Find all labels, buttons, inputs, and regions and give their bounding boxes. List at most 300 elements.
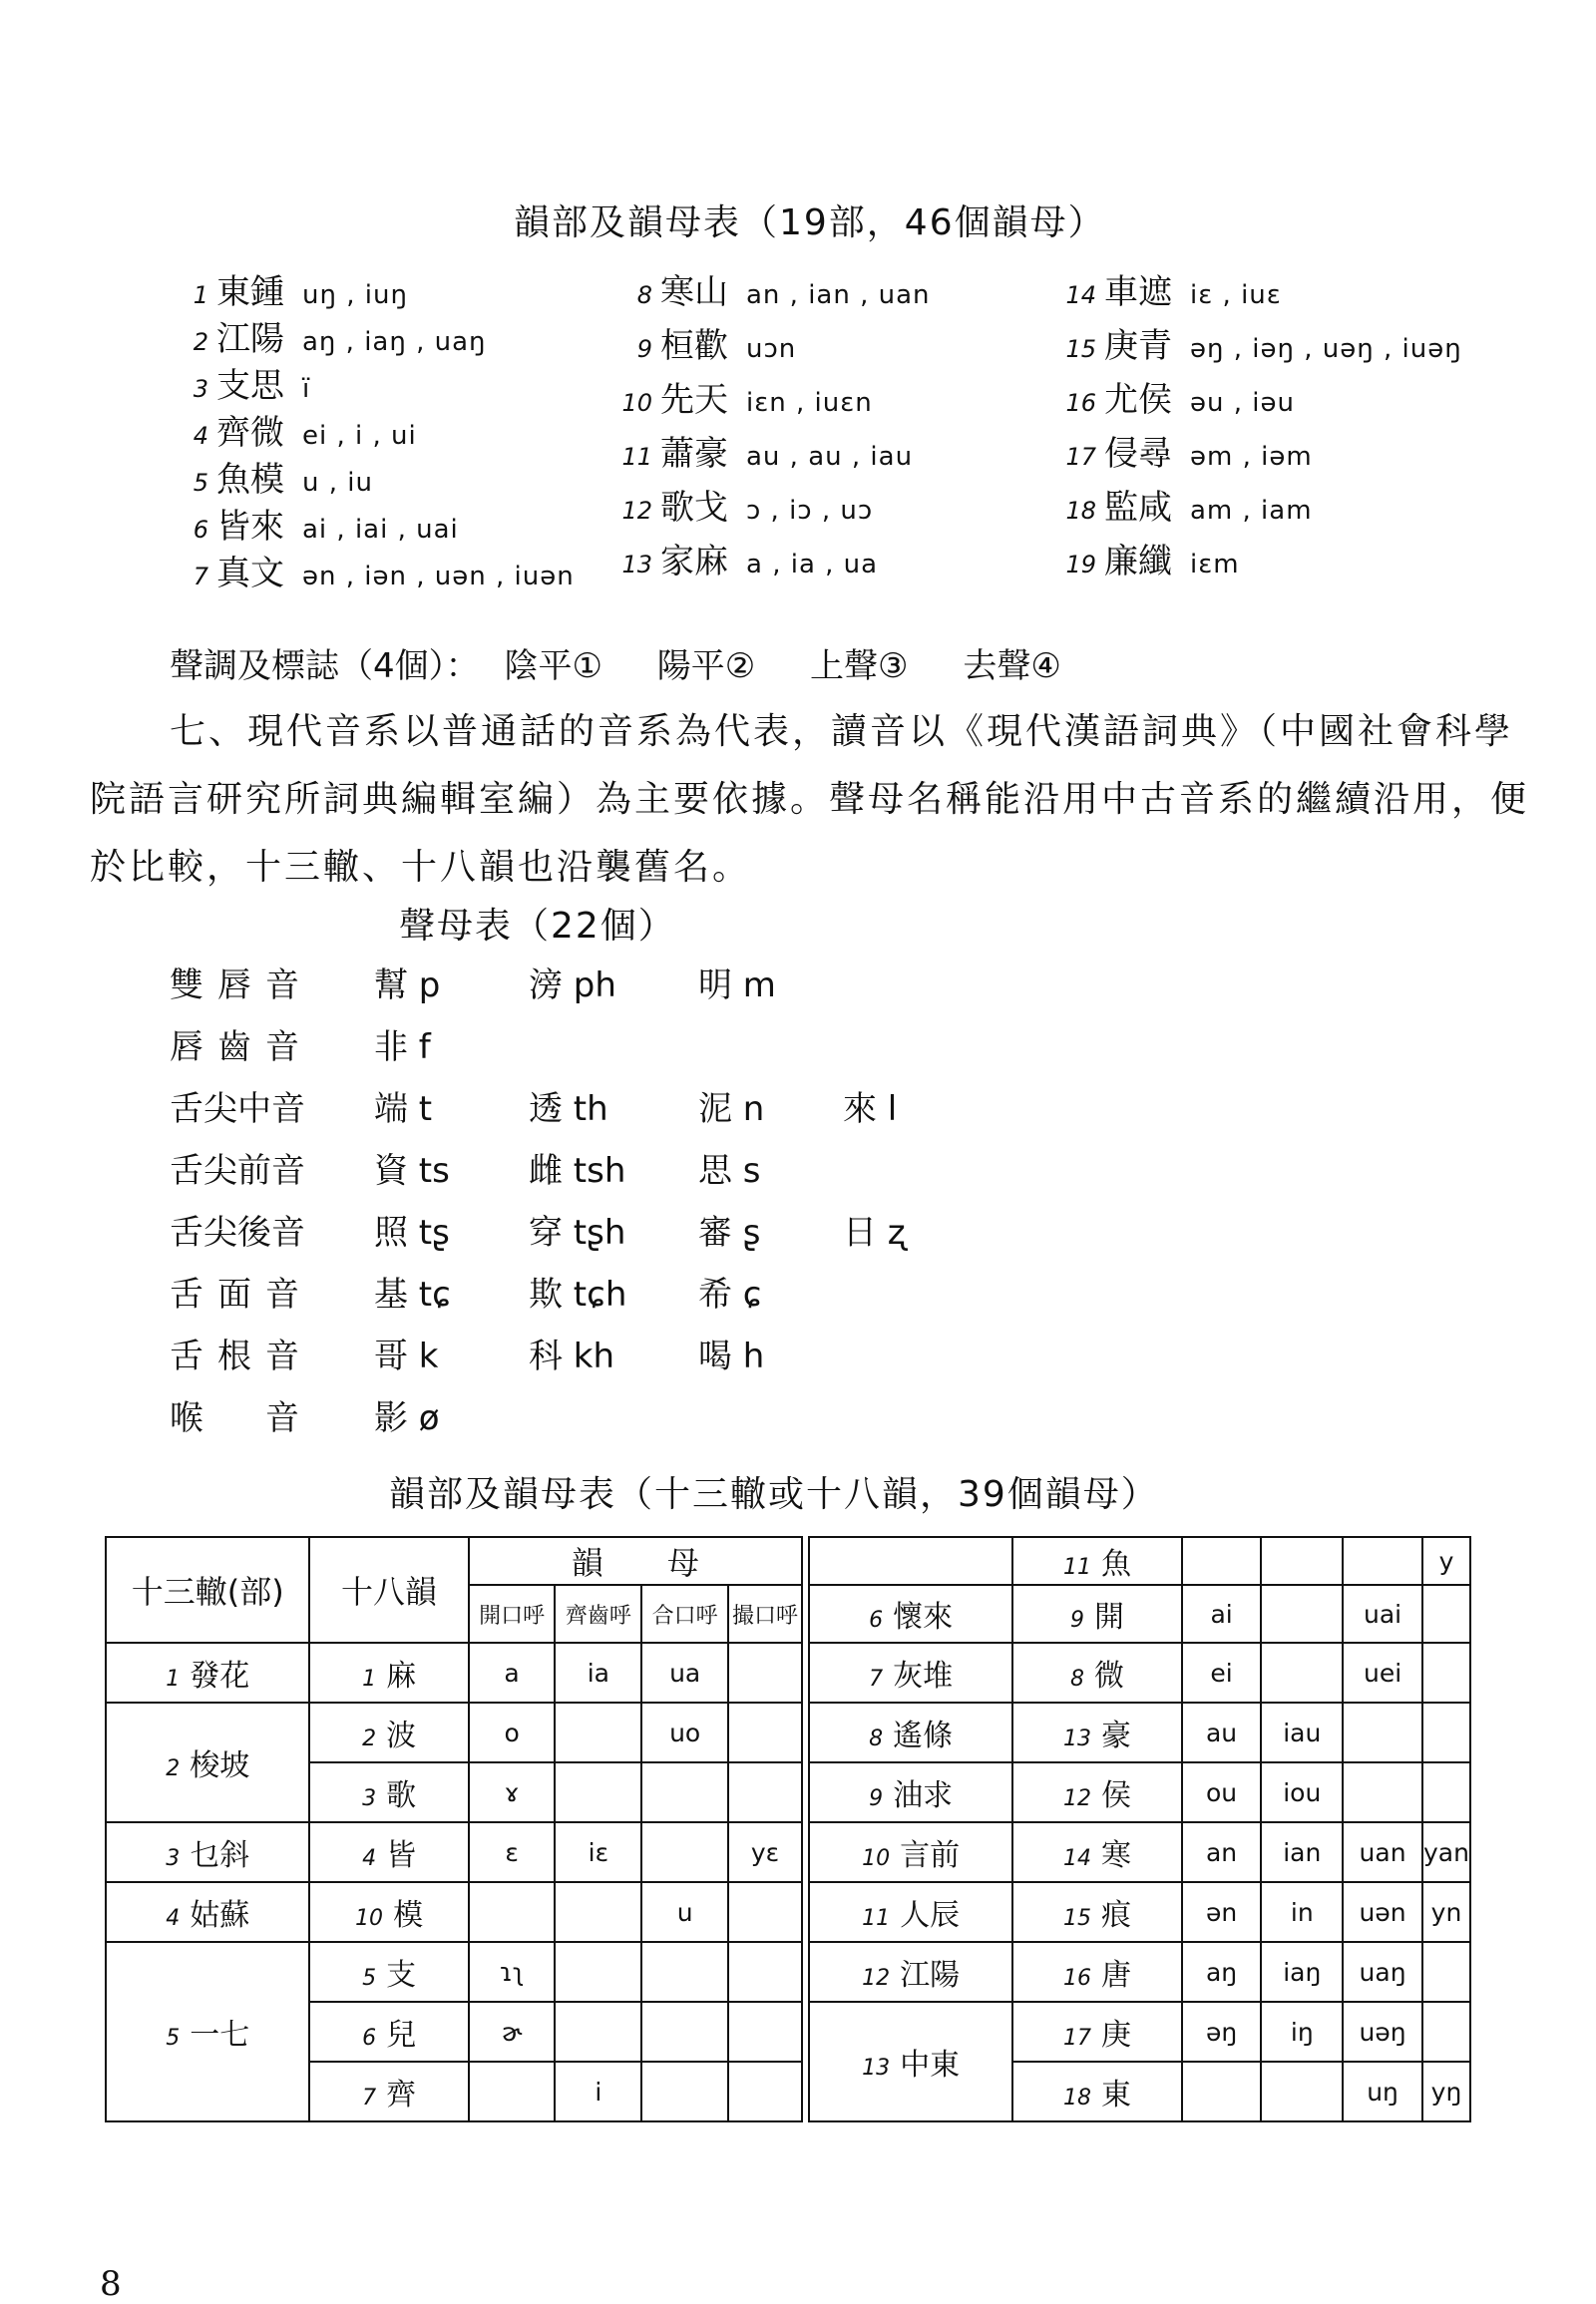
- thirteen-zhe-cell: [809, 1882, 1012, 1942]
- rime-group-number: 10: [621, 389, 652, 417]
- header-kaikou: 開口呼: [469, 1585, 556, 1643]
- rime-group-number: 6: [193, 516, 208, 544]
- rime-group: [1062, 264, 1282, 313]
- eighteen-yun-cell-label: 開: [1094, 1600, 1125, 1635]
- table-row: [809, 1822, 1470, 1882]
- initials-row: [170, 1019, 1067, 1069]
- eighteen-yun-cell-number: 7: [362, 2086, 377, 2111]
- rime-group-name: 魚模: [216, 460, 284, 500]
- final-cell: [1422, 1703, 1470, 1762]
- eighteen-yun-cell-number: 1: [362, 1667, 377, 1692]
- rime-group-values: ei , i , ui: [302, 421, 417, 451]
- thirteen-zhe-cell: [809, 1762, 1012, 1822]
- thirteen-zhe-cell-label: 言前: [900, 1838, 961, 1873]
- page-number: 8: [100, 2264, 122, 2304]
- rime-group-values: əŋ , iəŋ , uəŋ , iuəŋ: [1190, 334, 1462, 364]
- final-cell: [1422, 2002, 1470, 2062]
- rime-group: [618, 426, 913, 475]
- rime-group-values: u , iu: [302, 468, 373, 498]
- thirteen-zhe-cell-number: 1: [166, 1667, 181, 1692]
- rime-group-values: əm , iəm: [1190, 442, 1313, 472]
- final-cell: əŋ: [1182, 2002, 1262, 2062]
- final-cell: [728, 1643, 802, 1703]
- thirteen-zhe-cell-number: 3: [166, 1846, 181, 1871]
- rime-group-name: 車遮: [1104, 272, 1172, 312]
- articulation-place: 舌面音: [170, 1275, 313, 1315]
- thirteen-zhe-cell: [106, 1822, 309, 1882]
- tones-line: [170, 638, 1061, 687]
- rime-group: [618, 480, 873, 529]
- thirteen-zhe-cell-number: 8: [869, 1727, 884, 1751]
- initial-item: 希 ɕ: [698, 1275, 762, 1315]
- rime-table-2-right: [808, 1536, 1471, 2122]
- eighteen-yun-cell: [1012, 1762, 1181, 1822]
- eighteen-yun-cell: [309, 1762, 468, 1822]
- thirteen-zhe-cell-number: 10: [862, 1846, 891, 1871]
- final-cell: au: [1182, 1703, 1262, 1762]
- rime-group-number: 18: [1065, 497, 1096, 525]
- header-eighteen-yun: 十八韻: [309, 1537, 468, 1643]
- eighteen-yun-cell-number: 8: [1070, 1667, 1085, 1692]
- initials-row: [170, 1390, 1067, 1440]
- rime-table-2-left: [105, 1536, 803, 2122]
- eighteen-yun-cell-label: 歌: [386, 1778, 417, 1813]
- final-cell: [1261, 1643, 1343, 1703]
- initial-item: 幫 p: [374, 965, 441, 1005]
- tone-3: 上聲③: [810, 646, 909, 686]
- final-cell: [1261, 1537, 1343, 1585]
- final-cell: iou: [1261, 1762, 1343, 1822]
- eighteen-yun-cell-number: 12: [1063, 1786, 1092, 1811]
- rime-group-number: 14: [1065, 281, 1096, 309]
- final-cell: ɿʅ: [469, 1942, 556, 2002]
- table-row: [106, 1703, 802, 1762]
- eighteen-yun-cell-number: 9: [1070, 1608, 1085, 1633]
- thirteen-zhe-cell: [809, 2002, 1012, 2121]
- rime-group-values: au , au , iau: [746, 442, 914, 472]
- final-cell: [555, 1942, 641, 2002]
- final-cell: [1261, 2062, 1343, 2121]
- eighteen-yun-cell: [309, 1942, 468, 2002]
- thirteen-zhe-cell-number: 6: [869, 1608, 884, 1633]
- final-cell: [641, 2062, 728, 2121]
- tone-1: 陰平①: [504, 646, 602, 686]
- rime-group-values: uɔn: [746, 334, 797, 364]
- table-row: [809, 1643, 1470, 1703]
- rime-group-name: 歌戈: [660, 488, 728, 528]
- header-cuokou: 撮口呼: [728, 1585, 802, 1643]
- final-cell: [728, 2062, 802, 2121]
- initial-item: 基 tɕ: [374, 1275, 451, 1315]
- rime-group-values: ai , iai , uai: [302, 515, 459, 545]
- final-cell: [1343, 1703, 1422, 1762]
- initial-item: 明 m: [698, 965, 776, 1005]
- rime-group-name: 先天: [660, 380, 728, 420]
- thirteen-zhe-cell-number: 2: [166, 1756, 181, 1781]
- rime-group-number: 19: [1065, 551, 1096, 578]
- rime-group-name: 桓歡: [660, 326, 728, 366]
- initial-item: 照 tʂ: [374, 1213, 450, 1253]
- initial-item: 思 s: [698, 1151, 761, 1191]
- final-cell: [1422, 1585, 1470, 1643]
- final-cell: iɛ: [555, 1822, 641, 1882]
- eighteen-yun-cell-label: 寒: [1101, 1838, 1132, 1873]
- thirteen-zhe-cell-number: 12: [862, 1966, 891, 1991]
- table-row: [106, 1882, 802, 1942]
- final-cell: i: [555, 2062, 641, 2121]
- table-row: [809, 2002, 1470, 2062]
- thirteen-zhe-cell: [106, 1942, 309, 2121]
- rime-group-name: 庚青: [1104, 326, 1172, 366]
- eighteen-yun-cell: [309, 2062, 468, 2121]
- rime-group: [175, 499, 459, 548]
- initial-item: 日 ʐ: [843, 1213, 906, 1253]
- thirteen-zhe-cell: [809, 1537, 1012, 1585]
- tone-2: 陽平②: [656, 646, 756, 686]
- initial-item: 非 f: [374, 1027, 431, 1067]
- rime-group-values: an , ian , uan: [746, 280, 931, 310]
- final-cell: ou: [1182, 1762, 1262, 1822]
- initial-item: 資 ts: [374, 1151, 450, 1191]
- articulation-place: 喉音: [170, 1398, 361, 1438]
- eighteen-yun-cell-label: 庚: [1101, 2018, 1132, 2053]
- final-cell: [728, 1703, 802, 1762]
- final-cell: ən: [1182, 1882, 1262, 1942]
- rime-group: [1062, 480, 1313, 529]
- final-cell: uən: [1343, 1882, 1422, 1942]
- articulation-place: 舌尖中音: [170, 1089, 305, 1129]
- thirteen-zhe-cell: [106, 1882, 309, 1942]
- rime-group-number: 7: [193, 563, 208, 590]
- rime-group-number: 16: [1065, 389, 1096, 417]
- tone-4: 去聲④: [963, 646, 1061, 686]
- final-cell: [641, 2002, 728, 2062]
- final-cell: [1261, 1585, 1343, 1643]
- thirteen-zhe-cell-label: 中東: [900, 2048, 961, 2083]
- final-cell: aŋ: [1182, 1942, 1262, 2002]
- thirteen-zhe-cell: [809, 1585, 1012, 1643]
- rime-group-number: 17: [1065, 443, 1096, 471]
- final-cell: iaŋ: [1261, 1942, 1343, 2002]
- eighteen-yun-cell-label: 齊: [386, 2078, 417, 2112]
- initials-row: [170, 1205, 1067, 1255]
- rime-group-number: 4: [193, 422, 208, 450]
- rime-group: [175, 546, 575, 594]
- eighteen-yun-cell-label: 痕: [1101, 1898, 1132, 1933]
- final-cell: [1343, 1762, 1422, 1822]
- final-cell: y: [1422, 1537, 1470, 1585]
- final-cell: [728, 1762, 802, 1822]
- rime-group: [618, 264, 931, 313]
- rime-group: [1062, 318, 1462, 367]
- thirteen-zhe-cell-label: 油求: [893, 1778, 954, 1813]
- rime-group-name: 家麻: [660, 542, 728, 581]
- table-row: [809, 1882, 1470, 1942]
- header-hekou: 合口呼: [641, 1585, 728, 1643]
- rime-group-number: 11: [621, 443, 652, 471]
- initial-item: 穿 tʂh: [529, 1213, 626, 1253]
- eighteen-yun-cell: [1012, 2002, 1181, 2062]
- eighteen-yun-cell-label: 豪: [1101, 1719, 1132, 1753]
- rime-group: [1062, 534, 1240, 582]
- eighteen-yun-cell: [1012, 1882, 1181, 1942]
- final-cell: [728, 2002, 802, 2062]
- final-cell: yan: [1422, 1822, 1470, 1882]
- rime-group-number: 8: [636, 281, 652, 309]
- header-qichi: 齊齒呼: [555, 1585, 641, 1643]
- final-cell: [555, 1762, 641, 1822]
- thirteen-zhe-cell-number: 4: [166, 1906, 181, 1931]
- rime-group-number: 15: [1065, 335, 1096, 363]
- rime-group-values: əu , iəu: [1190, 388, 1295, 418]
- eighteen-yun-cell-number: 18: [1063, 2086, 1092, 2111]
- final-cell: yn: [1422, 1882, 1470, 1942]
- rime-group: [175, 405, 417, 454]
- eighteen-yun-cell: [1012, 1537, 1181, 1585]
- thirteen-zhe-cell: [106, 1643, 309, 1703]
- final-cell: iau: [1261, 1703, 1343, 1762]
- eighteen-yun-cell: [309, 1703, 468, 1762]
- final-cell: [469, 1882, 556, 1942]
- final-cell: [1422, 1942, 1470, 2002]
- final-cell: a: [469, 1643, 556, 1703]
- eighteen-yun-cell-number: 3: [362, 1786, 377, 1811]
- thirteen-zhe-cell-label: 梭坡: [190, 1748, 250, 1783]
- thirteen-zhe-cell-number: 11: [862, 1906, 891, 1931]
- rime-group-values: iɛm: [1190, 550, 1240, 579]
- initials-row: [170, 1143, 1067, 1193]
- final-cell: ɤ: [469, 1762, 556, 1822]
- articulation-place: 舌尖後音: [170, 1213, 305, 1253]
- thirteen-zhe-cell: [106, 1703, 309, 1822]
- eighteen-yun-cell-label: 微: [1094, 1659, 1125, 1694]
- rime-table-1-title: 韻部及韻母表（19部，46個韻母）: [514, 202, 1106, 243]
- thirteen-zhe-cell-label: 江陽: [900, 1958, 961, 1993]
- eighteen-yun-cell-number: 2: [362, 1727, 377, 1751]
- final-cell: uai: [1343, 1585, 1422, 1643]
- table-row: [106, 1822, 802, 1882]
- thirteen-zhe-cell: [809, 1643, 1012, 1703]
- initial-item: 喝 h: [698, 1337, 765, 1376]
- rime-group-name: 真文: [216, 554, 284, 593]
- eighteen-yun-cell-label: 唐: [1101, 1958, 1132, 1993]
- rime-group-number: 9: [636, 335, 652, 363]
- rime-group: [618, 318, 796, 367]
- thirteen-zhe-cell: [809, 1942, 1012, 2002]
- eighteen-yun-cell: [1012, 1643, 1181, 1703]
- eighteen-yun-cell-label: 東: [1101, 2078, 1132, 2112]
- eighteen-yun-cell-number: 6: [362, 2026, 377, 2051]
- initial-item: 泥 n: [698, 1089, 765, 1129]
- rime-group: [175, 358, 310, 407]
- final-cell: uei: [1343, 1643, 1422, 1703]
- thirteen-zhe-cell: [809, 1822, 1012, 1882]
- eighteen-yun-cell-label: 皆: [386, 1838, 417, 1873]
- rime-group-number: 12: [621, 497, 652, 525]
- final-cell: [1343, 1537, 1422, 1585]
- initial-item: 欺 tɕh: [529, 1275, 627, 1315]
- final-cell: ua: [641, 1643, 728, 1703]
- final-cell: [555, 1882, 641, 1942]
- initial-item: 哥 k: [374, 1337, 439, 1376]
- rime-group-name: 廉纖: [1104, 542, 1172, 581]
- initials-row: [170, 1329, 1067, 1378]
- final-cell: in: [1261, 1882, 1343, 1942]
- table-row: [809, 1585, 1470, 1643]
- thirteen-zhe-cell: [809, 1703, 1012, 1762]
- final-cell: [728, 1882, 802, 1942]
- thirteen-zhe-cell-number: 5: [166, 2026, 181, 2051]
- initial-item: 影 ø: [374, 1398, 440, 1438]
- initial-item: 雌 tsh: [529, 1151, 626, 1191]
- final-cell: [641, 1822, 728, 1882]
- initial-item: 端 t: [374, 1089, 433, 1129]
- final-cell: uan: [1343, 1822, 1422, 1882]
- initial-item: 透 th: [529, 1089, 608, 1129]
- initial-item: 審 ʂ: [698, 1213, 761, 1253]
- table-row: [106, 1942, 802, 2002]
- final-cell: [555, 1703, 641, 1762]
- rime-group: [1062, 426, 1313, 475]
- final-cell: ai: [1182, 1585, 1262, 1643]
- table-row: [809, 1942, 1470, 2002]
- initials-row: [170, 1267, 1067, 1317]
- final-cell: uaŋ: [1343, 1942, 1422, 2002]
- rime-group-name: 皆來: [216, 507, 284, 547]
- rime-group-name: 支思: [216, 366, 284, 406]
- rime-table-2-title: 韻部及韻母表（十三轍或十八韻，39個韻母）: [389, 1474, 1159, 1515]
- final-cell: yŋ: [1422, 2062, 1470, 2121]
- rime-group-values: aŋ , iaŋ , uaŋ: [302, 327, 487, 357]
- thirteen-zhe-cell-number: 9: [869, 1786, 884, 1811]
- eighteen-yun-cell-label: 支: [386, 1958, 417, 1993]
- eighteen-yun-cell: [309, 2002, 468, 2062]
- final-cell: ei: [1182, 1643, 1262, 1703]
- eighteen-yun-cell-number: 16: [1063, 1966, 1092, 1991]
- rime-group-values: uŋ , iuŋ: [302, 280, 408, 310]
- eighteen-yun-cell: [1012, 1942, 1181, 2002]
- eighteen-yun-cell-label: 魚: [1101, 1547, 1132, 1582]
- rime-group-values: ï: [302, 374, 311, 404]
- final-cell: [1182, 2062, 1262, 2121]
- final-cell: uo: [641, 1703, 728, 1762]
- thirteen-zhe-cell-label: 遙條: [893, 1719, 954, 1753]
- final-cell: o: [469, 1703, 556, 1762]
- rime-group: [618, 372, 873, 421]
- eighteen-yun-cell-number: 10: [355, 1906, 384, 1931]
- eighteen-yun-cell-number: 14: [1063, 1846, 1092, 1871]
- final-cell: [1422, 1643, 1470, 1703]
- articulation-place: 舌根音: [170, 1337, 313, 1376]
- final-cell: an: [1182, 1822, 1262, 1882]
- rime-group-number: 1: [193, 281, 208, 309]
- rime-group-name: 蕭豪: [660, 434, 728, 474]
- rime-group-name: 尤侯: [1104, 380, 1172, 420]
- header-finals: 韻 母: [469, 1537, 802, 1585]
- rime-group-name: 寒山: [660, 272, 728, 312]
- table-row: [809, 1537, 1470, 1585]
- paragraph-7: 七、現代音系以普通話的音系為代表，讀音以《現代漢語詞典》（中國社會科學院語言研究所詞典編輯室編）為主要依據。聲母名稱能沿用中古音系的繼續沿用，便於比較，十三轍、十八韻也沿襲舊名。: [90, 711, 1530, 888]
- thirteen-zhe-cell-number: 7: [869, 1667, 884, 1692]
- rime-group-name: 侵尋: [1104, 434, 1172, 474]
- initials-row: [170, 958, 1067, 1007]
- eighteen-yun-cell: [1012, 1703, 1181, 1762]
- eighteen-yun-cell: [1012, 1585, 1181, 1643]
- rime-group-number: 13: [621, 551, 652, 578]
- final-cell: [469, 2062, 556, 2121]
- rime-group: [175, 452, 373, 501]
- thirteen-zhe-cell-label: 灰堆: [893, 1659, 954, 1694]
- eighteen-yun-cell: [309, 1882, 468, 1942]
- rime-group-name: 監咸: [1104, 488, 1172, 528]
- eighteen-yun-cell: [309, 1822, 468, 1882]
- rime-group-values: ɔ , iɔ , uɔ: [746, 496, 874, 526]
- final-cell: ian: [1261, 1822, 1343, 1882]
- rime-group-name: 齊微: [216, 413, 284, 453]
- thirteen-zhe-cell-number: 13: [862, 2056, 891, 2081]
- rime-group-values: am , iam: [1190, 496, 1313, 526]
- thirteen-zhe-cell-label: 懷來: [893, 1600, 954, 1635]
- final-cell: iŋ: [1261, 2002, 1343, 2062]
- eighteen-yun-cell-number: 17: [1063, 2026, 1092, 2051]
- initials-row: [170, 1081, 1067, 1131]
- final-cell: [555, 2002, 641, 2062]
- rime-group: [618, 534, 878, 582]
- final-cell: uəŋ: [1343, 2002, 1422, 2062]
- tones-label: 聲調及標誌（4個）：: [170, 646, 480, 686]
- rime-group-values: iɛ , iuɛ: [1190, 280, 1282, 310]
- final-cell: [1182, 1537, 1262, 1585]
- rime-group-number: 2: [193, 328, 208, 356]
- eighteen-yun-cell: [309, 1643, 468, 1703]
- articulation-place: 舌尖前音: [170, 1151, 305, 1191]
- eighteen-yun-cell-label: 波: [386, 1719, 417, 1753]
- final-cell: [641, 1942, 728, 2002]
- articulation-place: 雙唇音: [170, 965, 313, 1005]
- rime-group-name: 東鍾: [216, 272, 284, 312]
- rime-group: [175, 311, 487, 360]
- thirteen-zhe-cell-label: 人辰: [900, 1898, 961, 1933]
- eighteen-yun-cell-number: 5: [362, 1966, 377, 1991]
- rime-group-values: ən , iən , uən , iuən: [302, 562, 575, 591]
- final-cell: yɛ: [728, 1822, 802, 1882]
- rime-group-values: a , ia , ua: [746, 550, 879, 579]
- eighteen-yun-cell-label: 模: [393, 1898, 424, 1933]
- thirteen-zhe-cell-label: 乜斜: [190, 1838, 250, 1873]
- rime-group: [175, 264, 408, 313]
- header-thirteen-zhe: 十三轍(部): [106, 1537, 309, 1643]
- final-cell: u: [641, 1882, 728, 1942]
- eighteen-yun-cell-number: 13: [1063, 1727, 1092, 1751]
- eighteen-yun-cell-label: 侯: [1101, 1778, 1132, 1813]
- rime-group-number: 5: [193, 469, 208, 497]
- final-cell: ɚ: [469, 2002, 556, 2062]
- final-cell: uŋ: [1343, 2062, 1422, 2121]
- thirteen-zhe-cell-label: 一七: [190, 2018, 250, 2053]
- rime-group-name: 江陽: [216, 319, 284, 359]
- initial-item: 來 l: [843, 1089, 898, 1129]
- rime-group-number: 3: [193, 375, 208, 403]
- thirteen-zhe-cell-label: 姑蘇: [190, 1898, 250, 1933]
- final-cell: ɛ: [469, 1822, 556, 1882]
- eighteen-yun-cell: [1012, 1822, 1181, 1882]
- initial-item: 科 kh: [529, 1337, 615, 1376]
- eighteen-yun-cell-label: 兒: [386, 2018, 417, 2053]
- final-cell: [728, 1942, 802, 2002]
- final-cell: ia: [555, 1643, 641, 1703]
- rime-group: [1062, 372, 1295, 421]
- initials-title: 聲母表（22個）: [399, 906, 676, 947]
